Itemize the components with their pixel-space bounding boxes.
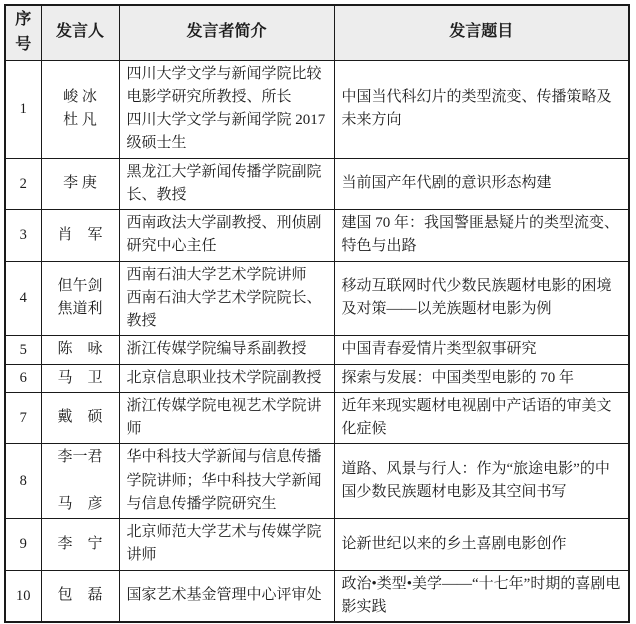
intro-line: 四川大学文学与新闻学院比较电影学研究所教授、所长 xyxy=(126,65,322,105)
table-row xyxy=(5,570,629,622)
speaker-name: 李 宁 xyxy=(57,535,103,552)
speaker-name: 李 庚 xyxy=(63,175,97,192)
speaker-cell xyxy=(41,519,119,571)
intro-cell xyxy=(119,392,334,444)
row-number: 1 xyxy=(5,60,41,158)
intro-cell xyxy=(119,336,334,364)
intro-cell xyxy=(119,519,334,571)
speaker-cell xyxy=(41,261,119,336)
speaker-name: 杜 凡 xyxy=(63,112,97,129)
table-body xyxy=(5,60,629,622)
topic-cell: 中国当代科幻片的类型流变、传播策略及未来方向 xyxy=(334,60,629,158)
row-number: 4 xyxy=(5,261,41,336)
speaker-name: 马 彦 xyxy=(57,495,103,512)
intro-line: 黑龙江大学新闻传播学院副院长、教授 xyxy=(126,163,322,203)
table-row xyxy=(5,519,629,571)
intro-line: 西南石油大学艺术学院院长、教授 xyxy=(126,289,322,330)
speaker-names xyxy=(44,338,117,361)
topic-cell: 中国青春爱情片类型叙事研究 xyxy=(334,336,629,364)
topic-cell: 论新世纪以来的乡土喜剧电影创作 xyxy=(334,519,629,571)
intro-line: 北京信息职业技术学院副教授 xyxy=(126,369,322,386)
header-intro: 发言者简介 xyxy=(119,5,334,60)
speakers-table xyxy=(4,4,630,623)
speaker-names xyxy=(44,584,117,607)
topic-cell: 当前国产年代剧的意识形态构建 xyxy=(334,158,629,210)
table-row xyxy=(5,261,629,336)
speaker-cell xyxy=(41,210,119,262)
header-topic: 发言题目 xyxy=(334,5,629,60)
header-row xyxy=(5,5,629,60)
intro-line: 国家艺术基金管理中心评审处 xyxy=(126,587,322,604)
speaker-name: 马 卫 xyxy=(57,369,103,386)
row-number: 7 xyxy=(5,392,41,444)
row-number: 6 xyxy=(5,364,41,392)
speaker-names xyxy=(44,406,117,429)
speaker-name: 峻 冰 xyxy=(63,88,97,105)
speaker-names xyxy=(44,224,117,247)
table-row xyxy=(5,336,629,364)
intro-cell xyxy=(119,60,334,158)
table-row xyxy=(5,60,629,158)
speaker-cell xyxy=(41,336,119,364)
speaker-name: 李一君 xyxy=(57,449,103,466)
row-number: 2 xyxy=(5,158,41,210)
topic-cell: 道路、风景与行人：作为“旅途电影”的中国少数民族题材电影及其空间书写 xyxy=(334,444,629,519)
topic-cell: 探索与发展：中国类型电影的 70 年 xyxy=(334,364,629,392)
intro-cell xyxy=(119,364,334,392)
speaker-names xyxy=(44,275,117,322)
speaker-cell xyxy=(41,444,119,519)
intro-line: 浙江传媒学院编导系副教授 xyxy=(126,341,307,358)
table-row xyxy=(5,392,629,444)
speaker-name: 包 磊 xyxy=(57,587,103,604)
speaker-cell xyxy=(41,60,119,158)
speaker-cell xyxy=(41,158,119,210)
header-speaker: 发言人 xyxy=(41,5,119,60)
intro-cell xyxy=(119,210,334,262)
row-number: 8 xyxy=(5,444,41,519)
row-number: 10 xyxy=(5,570,41,622)
topic-cell: 政治•类型•美学——“十七年”时期的喜剧电影实践 xyxy=(334,570,629,622)
table-header xyxy=(5,5,629,60)
speaker-name: 但午剑 xyxy=(57,278,103,295)
row-number: 3 xyxy=(5,210,41,262)
intro-line: 西南政法大学副教授、刑侦剧研究中心主任 xyxy=(126,215,322,255)
header-number: 序号 xyxy=(5,5,41,60)
intro-line: 华中科技大学新闻与信息传播学院讲师；华中科技大学新闻与信息传播学院研究生 xyxy=(126,449,322,512)
intro-cell xyxy=(119,158,334,210)
speaker-name: 焦道利 xyxy=(57,301,103,318)
speaker-cell xyxy=(41,392,119,444)
speaker-names xyxy=(44,172,117,195)
intro-line: 北京师范大学艺术与传媒学院讲师 xyxy=(126,524,322,564)
speaker-name: 戴 硕 xyxy=(57,409,103,426)
speaker-names xyxy=(44,533,117,556)
speaker-cell xyxy=(41,364,119,392)
table-row xyxy=(5,158,629,210)
intro-line: 浙江传媒学院电视艺术学院讲师 xyxy=(126,397,322,438)
topic-cell: 近年来现实题材电视剧中产话语的审美文化症候 xyxy=(334,392,629,444)
speaker-name: 肖 军 xyxy=(57,226,103,243)
topic-cell: 移动互联网时代少数民族题材电影的困境及对策——以羌族题材电影为例 xyxy=(334,261,629,336)
speaker-names xyxy=(44,367,117,390)
intro-line: 四川大学文学与新闻学院 2017 级硕士生 xyxy=(126,112,326,152)
speaker-names xyxy=(44,86,117,133)
row-number: 9 xyxy=(5,519,41,571)
intro-cell xyxy=(119,444,334,519)
table-row xyxy=(5,210,629,262)
speaker-names xyxy=(44,446,117,516)
speaker-name: 陈 咏 xyxy=(57,341,103,358)
table-row xyxy=(5,444,629,519)
table-row xyxy=(5,364,629,392)
speaker-cell xyxy=(41,570,119,622)
intro-line: 西南石油大学艺术学院讲师 xyxy=(126,266,307,283)
intro-cell xyxy=(119,261,334,336)
topic-cell: 建国 70 年：我国警匪悬疑片的类型流变、特色与出路 xyxy=(334,210,629,262)
intro-cell xyxy=(119,570,334,622)
row-number: 5 xyxy=(5,336,41,364)
